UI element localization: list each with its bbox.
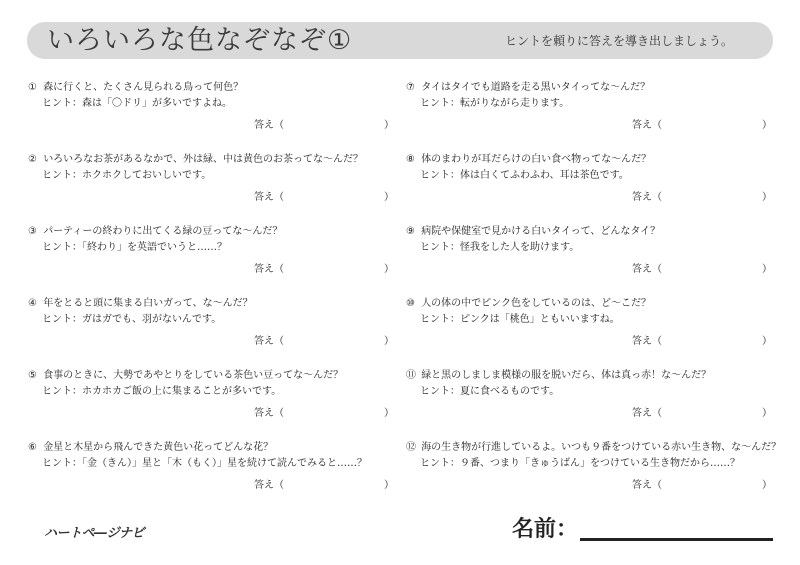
answer-field[interactable] (254, 188, 394, 204)
question-text: 体のまわりが耳だらけの白い食べ物ってな〜んだ？ (421, 154, 652, 165)
question-item (28, 80, 398, 152)
answer-label: 答え（ (254, 480, 284, 491)
question-item (28, 440, 398, 512)
title-banner (27, 22, 773, 59)
answer-field[interactable] (254, 404, 394, 420)
question-item (28, 368, 398, 440)
question-text: 食事のときに、大勢であやとりをしている茶色い豆ってな〜んだ？ (43, 370, 344, 381)
hint-text: ヒント：ガはガでも、羽がないんです。 (42, 314, 222, 325)
question-column-left (28, 80, 398, 512)
question-item (406, 440, 782, 512)
answer-close-paren: ） (762, 336, 772, 347)
question-number: ⑩ (406, 298, 415, 309)
question-number: ⑪ (406, 370, 416, 381)
name-label: 名前： (512, 517, 579, 542)
question-text: タイはタイでも道路を走る黒いタイってな〜んだ？ (421, 82, 651, 93)
answer-close-paren: ） (384, 264, 394, 275)
answer-close-paren: ） (762, 264, 772, 275)
name-underline (580, 538, 773, 541)
page-title: いろいろな色なぞなぞ① (47, 25, 353, 56)
answer-label: 答え（ (632, 264, 662, 275)
question-item (406, 80, 776, 152)
question-number: ⑤ (28, 370, 37, 381)
answer-close-paren: ） (384, 120, 394, 131)
question-text: いろいろなお茶があるなかで、外は緑、中は黄色のお茶ってな〜んだ？ (43, 154, 363, 165)
site-logo: ハートペ―ジナビ (44, 526, 145, 541)
answer-field[interactable] (632, 332, 772, 348)
answer-close-paren: ） (384, 192, 394, 203)
answer-field[interactable] (632, 260, 772, 276)
answer-close-paren: ） (384, 408, 394, 419)
question-item (28, 296, 398, 368)
question-number: ⑥ (28, 442, 37, 453)
question-item (28, 152, 398, 224)
answer-label: 答え（ (632, 120, 662, 131)
answer-field[interactable] (254, 116, 394, 132)
question-text: 森に行くと、たくさん見られる鳥って何色？ (43, 82, 244, 93)
question-number: ④ (28, 298, 37, 309)
answer-label: 答え（ (632, 408, 662, 419)
answer-field[interactable] (632, 188, 772, 204)
answer-close-paren: ） (762, 120, 772, 131)
answer-label: 答え（ (254, 336, 284, 347)
hint-text: ヒント：夏に食べるものです。 (420, 386, 560, 397)
hint-text: ヒント：ホカホカご飯の上に集まることが多いです。 (42, 386, 282, 397)
question-number: ⑨ (406, 226, 415, 237)
answer-close-paren: ） (384, 336, 394, 347)
hint-text: ヒント：怪我をした人を助けます。 (420, 242, 580, 253)
name-field[interactable] (512, 512, 774, 542)
hint-text: ヒント：ホクホクしておいしいです。 (42, 170, 212, 181)
question-number: ⑧ (406, 154, 415, 165)
question-text: 金星と木星から飛んできた黄色い花ってどんな花？ (43, 442, 274, 453)
answer-label: 答え（ (254, 264, 284, 275)
answer-label: 答え（ (254, 192, 284, 203)
hint-text: ヒント：森は「〇ドリ」が多いですよね。 (42, 98, 232, 109)
answer-close-paren: ） (384, 480, 394, 491)
answer-field[interactable] (632, 116, 772, 132)
question-number: ① (28, 82, 37, 93)
question-number: ⑫ (406, 442, 416, 453)
answer-label: 答え（ (632, 336, 662, 347)
question-column-right (406, 80, 782, 512)
question-text: パーティーの終わりに出てくる緑の豆ってな〜んだ？ (43, 226, 283, 237)
hint-text: ヒント：９番、つまり「きゅうばん」をつけている生き物だから……？ (420, 458, 740, 469)
question-number: ② (28, 154, 37, 165)
question-text: 人の体の中でピンク色をしているのは、ど〜こだ？ (421, 298, 651, 309)
answer-field[interactable] (254, 476, 394, 492)
answer-field[interactable] (632, 404, 772, 420)
answer-field[interactable] (254, 332, 394, 348)
question-text: 緑と黒のしましま模様の服を脱いだら、体は真っ赤！な〜んだ？ (421, 370, 712, 381)
question-item (406, 296, 776, 368)
question-number: ③ (28, 226, 37, 237)
question-item (28, 224, 398, 296)
question-text: 病院や保健室で見かける白いタイって、どんなタイ？ (421, 226, 661, 237)
question-text: 海の生き物が行進しているよ。いつも９番をつけている赤い生き物、な〜んだ？ (421, 442, 782, 453)
question-item (406, 368, 776, 440)
answer-label: 答え（ (254, 120, 284, 131)
question-text: 年をとると頭に集まる白いガって、な〜んだ？ (43, 298, 253, 309)
answer-label: 答え（ (632, 192, 662, 203)
answer-label: 答え（ (254, 408, 284, 419)
answer-close-paren: ） (762, 408, 772, 419)
answer-field[interactable] (632, 476, 772, 492)
question-number: ⑦ (406, 82, 415, 93)
question-item (406, 224, 776, 296)
hint-text: ヒント：「終わり」を英語でいうと……？ (42, 242, 227, 253)
page-subtitle: ヒントを頼りに答えを導き出しましょう。 (504, 34, 733, 48)
answer-label: 答え（ (632, 480, 662, 491)
answer-close-paren: ） (762, 480, 772, 491)
answer-field[interactable] (254, 260, 394, 276)
hint-text: ヒント：ピンクは「桃色」ともいいますね。 (420, 314, 620, 325)
hint-text: ヒント：体は白くてふわふわ、耳は茶色です。 (420, 170, 629, 181)
answer-close-paren: ） (762, 192, 772, 203)
hint-text: ヒント：転がりながら走ります。 (420, 98, 570, 109)
question-item (406, 152, 776, 224)
hint-text: ヒント：「金（きん）」星と「木（もく）」星を続けて読んでみると……？ (42, 458, 367, 469)
